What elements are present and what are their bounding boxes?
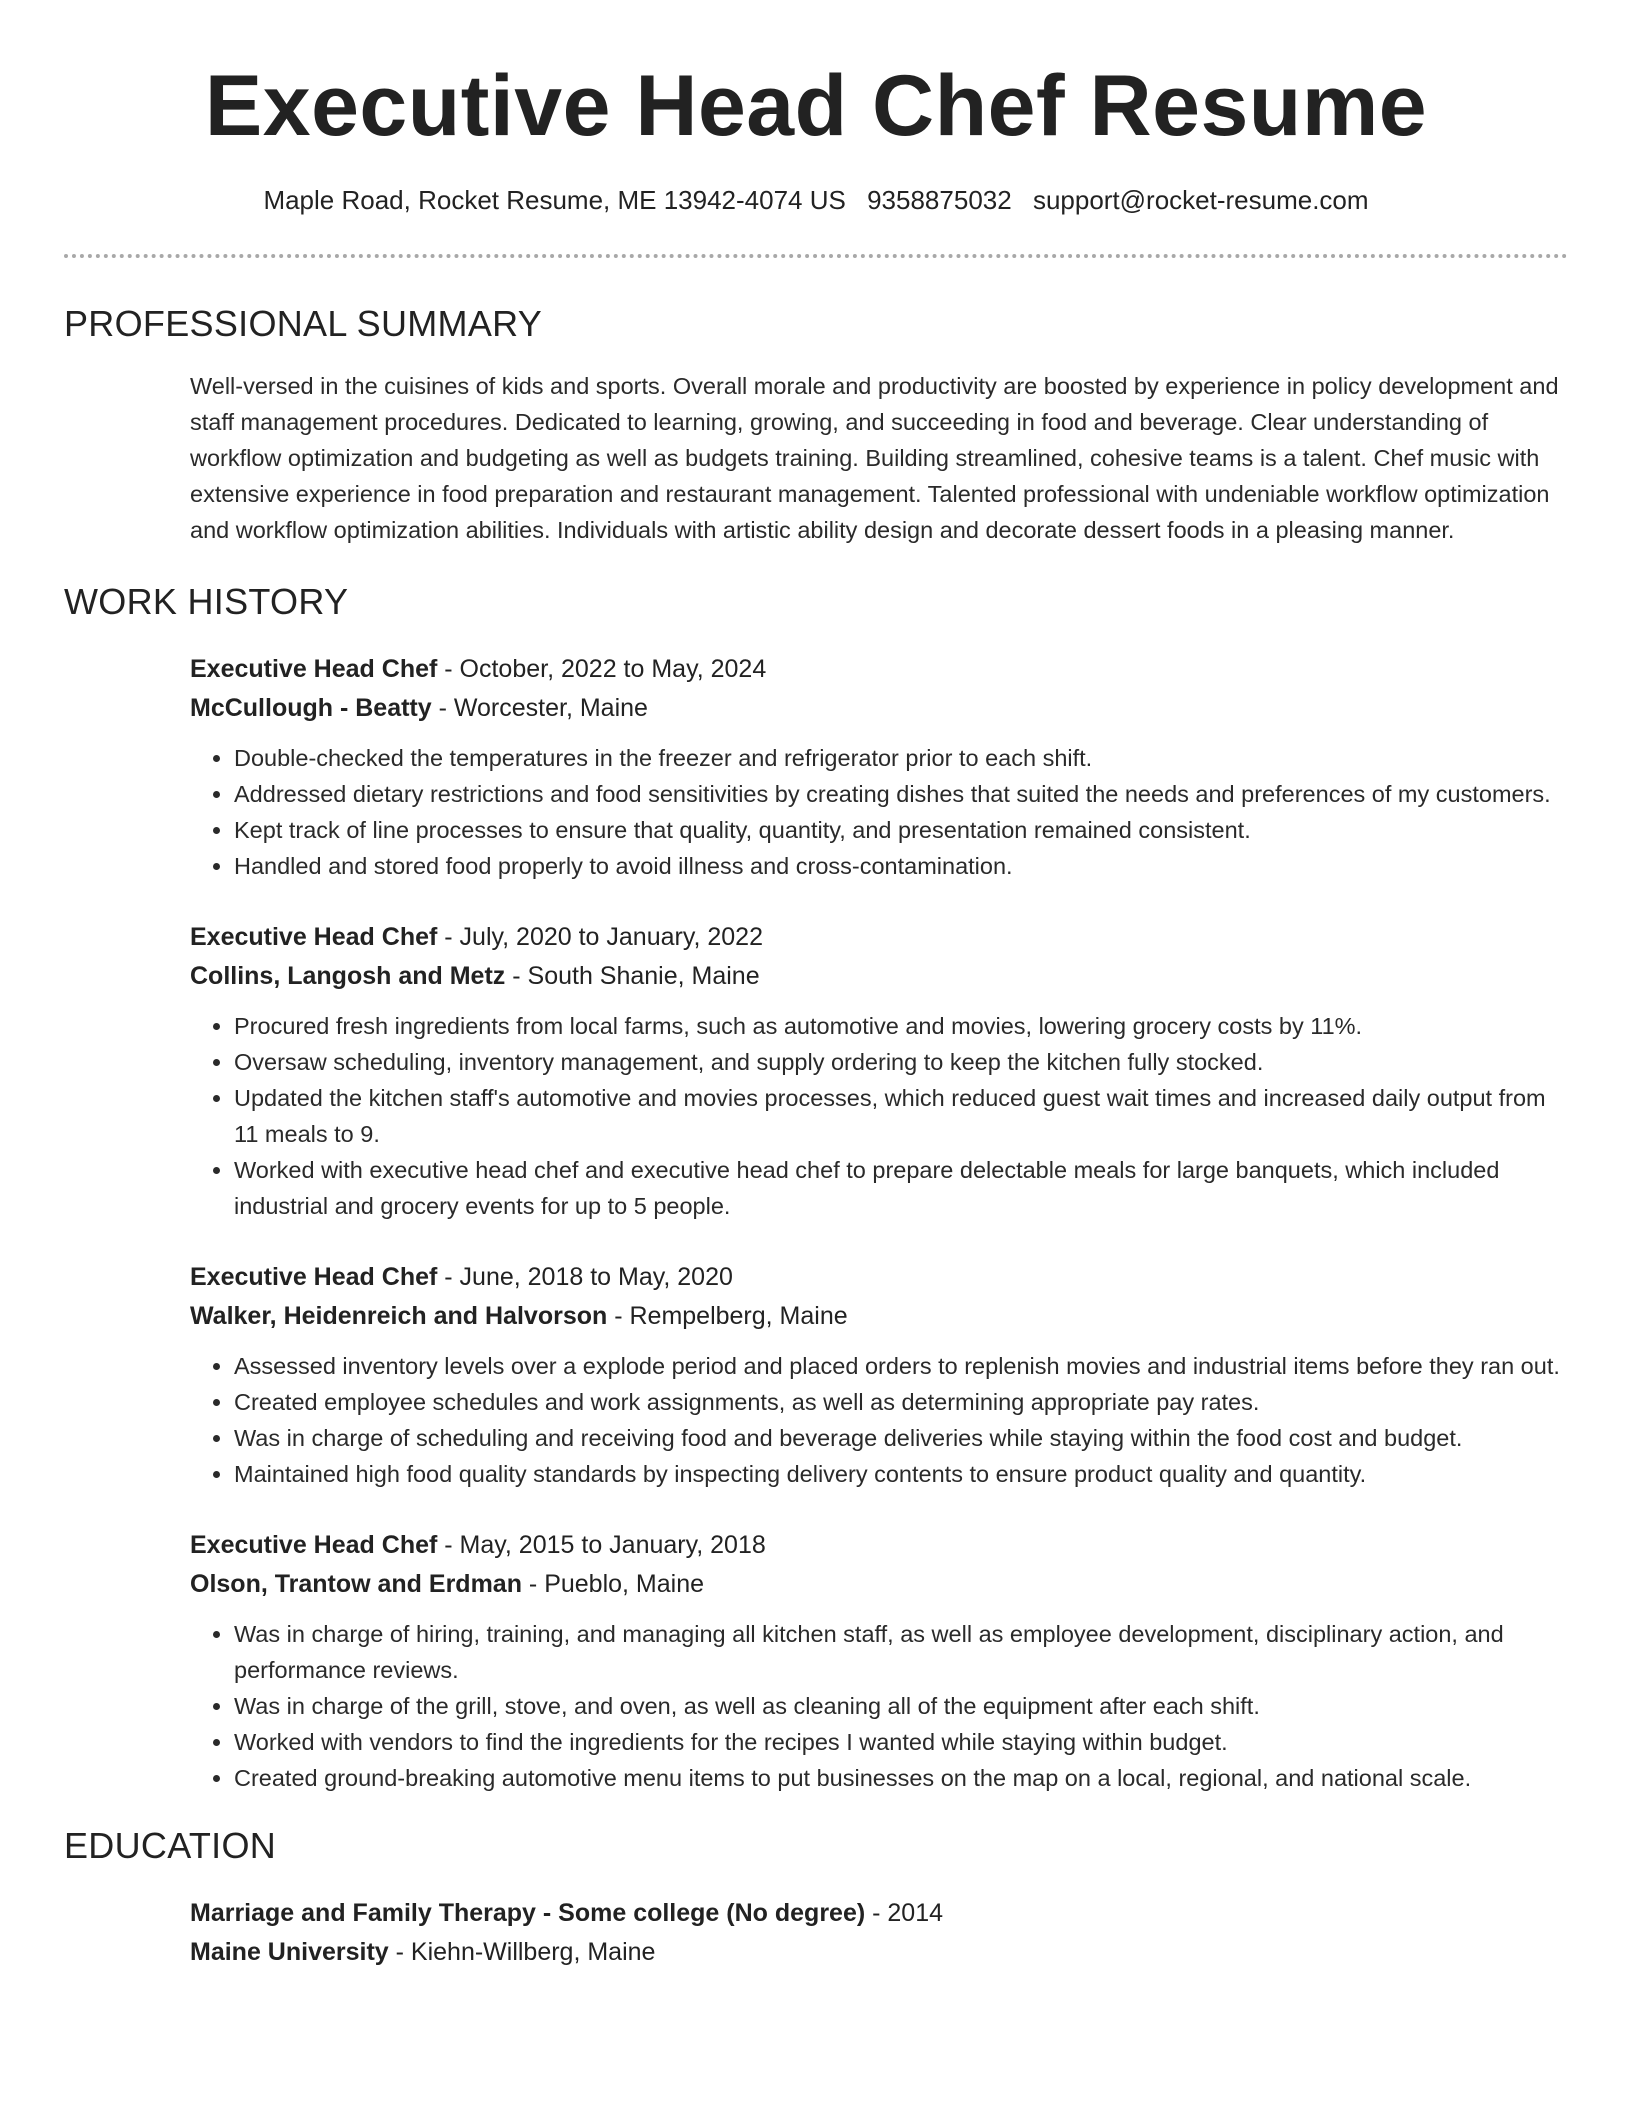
- job-dates: - July, 2020 to January, 2022: [437, 923, 763, 951]
- contact-line: [64, 182, 1568, 218]
- job-bullet: • Updated the kitchen staff's automotive and movies processes, which reduced guest wait times and increased daily output from 11 meals to 9.: [234, 1080, 1568, 1152]
- job-bullet: • Created ground-breaking automotive menu items to put businesses on the map on a local, regional, and national scale.: [234, 1760, 1568, 1796]
- job-title: Executive Head Chef: [190, 1263, 438, 1291]
- job-title: Executive Head Chef: [190, 655, 438, 683]
- education-degree: Marriage and Family Therapy - Some college (No degree): [190, 1899, 866, 1927]
- job-dates: - May, 2015 to January, 2018: [437, 1531, 766, 1559]
- job-company-line: [190, 1297, 1568, 1336]
- job-bullet: • Procured fresh ingredients from local farms, such as automotive and movies, lowering grocery costs by 11%.: [234, 1008, 1568, 1044]
- job-title-line: [190, 1526, 1568, 1565]
- job-bullets: [190, 1348, 1568, 1492]
- job-title-line: [190, 650, 1568, 689]
- job-bullet: • Worked with executive head chef and executive head chef to prepare delectable meals for large banquets, which included industrial and grocery events for up to 5 people.: [234, 1152, 1568, 1224]
- job-entry: [190, 1258, 1568, 1492]
- education-school: Maine University: [190, 1938, 389, 1966]
- job-company-line: [190, 957, 1568, 996]
- job-dates: - June, 2018 to May, 2020: [437, 1263, 733, 1291]
- job-bullet: • Created employee schedules and work assignments, as well as determining appropriate pay rates.: [234, 1384, 1568, 1420]
- job-bullet: • Maintained high food quality standards by inspecting delivery contents to ensure product quality and quantity.: [234, 1456, 1568, 1492]
- job-company-line: [190, 1565, 1568, 1604]
- summary-heading: PROFESSIONAL SUMMARY: [64, 303, 543, 344]
- job-bullet: • Was in charge of hiring, training, and managing all kitchen staff, as well as employee development, disciplinary action, and performance reviews.: [234, 1616, 1568, 1688]
- job-company: Olson, Trantow and Erdman: [190, 1570, 522, 1598]
- education-heading: EDUCATION: [64, 1825, 277, 1866]
- job-title: Executive Head Chef: [190, 923, 438, 951]
- job-bullet: • Was in charge of scheduling and receiving food and beverage deliveries while staying within the food cost and budget.: [234, 1420, 1568, 1456]
- job-bullet: • Assessed inventory levels over a explode period and placed orders to replenish movies and industrial items before they ran out.: [234, 1348, 1568, 1384]
- education-location: - Kiehn-Willberg, Maine: [388, 1938, 656, 1966]
- job-title-line: [190, 918, 1568, 957]
- job-bullets: [190, 1616, 1568, 1796]
- job-bullets: [190, 740, 1568, 884]
- education-entry: [190, 1894, 1568, 1972]
- job-title: Executive Head Chef: [190, 1531, 438, 1559]
- job-bullet: • Oversaw scheduling, inventory management, and supply ordering to keep the kitchen fully stocked.: [234, 1044, 1568, 1080]
- contact-email: support@rocket-resume.com: [1032, 185, 1369, 215]
- job-entry: [190, 918, 1568, 1224]
- job-location: - Pueblo, Maine: [521, 1570, 705, 1598]
- job-bullet: • Handled and stored food properly to avoid illness and cross-contamination.: [234, 848, 1568, 884]
- job-location: - Worcester, Maine: [431, 694, 648, 722]
- education-school-line: [190, 1933, 1568, 1972]
- job-title-line: [190, 1258, 1568, 1297]
- job-bullet: • Kept track of line processes to ensure that quality, quantity, and presentation remained consistent.: [234, 812, 1568, 848]
- job-location: - South Shanie, Maine: [505, 962, 760, 990]
- job-company-line: [190, 689, 1568, 728]
- contact-address: Maple Road, Rocket Resume, ME 13942-4074 US: [263, 185, 846, 215]
- job-bullet: • Worked with vendors to find the ingredients for the recipes I wanted while staying within budget.: [234, 1724, 1568, 1760]
- job-entry: [190, 650, 1568, 884]
- job-entry: [190, 1526, 1568, 1796]
- job-bullets: [190, 1008, 1568, 1224]
- job-bullet: • Was in charge of the grill, stove, and oven, as well as cleaning all of the equipment after each shift.: [234, 1688, 1568, 1724]
- job-company: Walker, Heidenreich and Halvorson: [190, 1302, 608, 1330]
- job-dates: - October, 2022 to May, 2024: [437, 655, 767, 683]
- job-bullet: • Double-checked the temperatures in the freezer and refrigerator prior to each shift.: [234, 740, 1568, 776]
- job-company: McCullough - Beatty: [190, 694, 432, 722]
- education-degree-line: [190, 1894, 1568, 1933]
- job-bullet: • Addressed dietary restrictions and food sensitivities by creating dishes that suited the needs and preferences of my customers.: [234, 776, 1568, 812]
- header-divider: [64, 254, 1568, 258]
- summary-text: Well-versed in the cuisines of kids and sports. Overall morale and productivity are boosted by experience in policy development and staff management procedures. Dedicated to learning, growing, and succeeding in food and beverage. Clear understanding of workflow optimization and budgeting as well as budgets training. Building streamlined, cohesive teams is a talent. Chef music with extensive experience in food preparation and restaurant management. Talented professional with undeniable workflow optimization and workflow optimization abilities. Individuals with artistic ability design and decorate dessert foods in a pleasing manner.: [190, 373, 1559, 543]
- education-year: - 2014: [865, 1899, 944, 1927]
- contact-phone: 9358875032: [867, 185, 1012, 215]
- resume-title: Executive Head Chef Resume: [204, 58, 1428, 154]
- work-history-heading: WORK HISTORY: [64, 581, 349, 622]
- job-location: - Rempelberg, Maine: [607, 1302, 848, 1330]
- job-company: Collins, Langosh and Metz: [190, 962, 506, 990]
